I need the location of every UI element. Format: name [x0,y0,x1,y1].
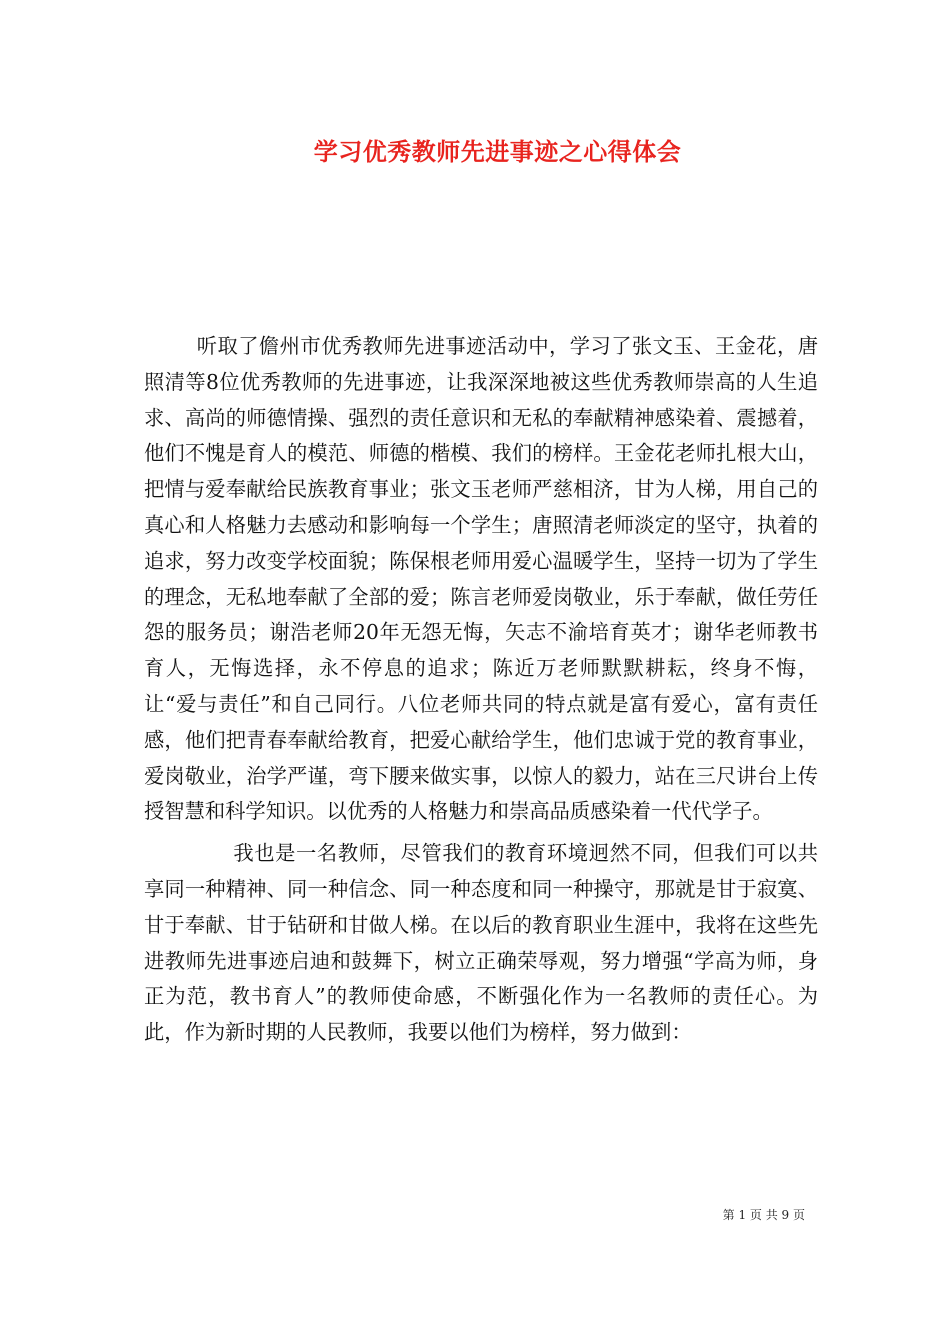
page-title: 学习优秀教师先进事迹之心得体会 [313,137,682,166]
page-number: 第 1 页 共 9 页 [722,1208,805,1222]
document-body [144,329,818,1051]
paragraph: 听取了儋州市优秀教师先进事迹活动中，学习了张文玉、王金花，唐照清等8位优秀教师的先进事迹，让我深深地被这些优秀教师崇高的人生追求、高尚的师德情操、强烈的责任意识和无私的奉献精神感染着、震撼着，他们不愧是育人的模范、师德的楷模、我们的榜样。王金花老师扎根大山，把情与爱奉献给民族教育事业；张文玉老师严慈相济，甘为人梯，用自己的真心和人格魅力去感动和影响每一个学生；唐照清老师淡定的坚守，执着的追求，努力改变学校面貌；陈保根老师用爱心温暖学生，坚持一切为了学生的理念，无私地奉献了全部的爱；陈言老师爱岗敬业，乐于奉献，做任劳任怨的服务员；谢浩老师20年无怨无悔，矢志不渝培育英才；谢华老师教书育人，无悔选择，永不停息的追求；陈近万老师默默耕耘，终身不悔，让“爱与责任”和自己同行。八位老师共同的特点就是富有爱心，富有责任感，他们把青春奉献给教育，把爱心献给学生，他们忠诚于党的教育事业，爱岗敬业，治学严谨，弯下腰来做实事，以惊人的毅力，站在三尺讲台上传授智慧和科学知识。以优秀的人格魅力和崇高品质感染着一代代学子。 [144,334,818,824]
paragraph: 我也是一名教师，尽管我们的教育环境迥然不同，但我们可以共享同一种精神、同一种信念、同一种态度和同一种操守，那就是甘于寂寞、甘于奉献、甘于钻研和甘做人梯。在以后的教育职业生涯中，我将在这些先进教师先进事迹启迪和鼓舞下，树立正确荣辱观，努力增强“学高为师，身正为范，教书育人”的教师使命感，不断强化作为一名教师的责任心。为此，作为新时期的人民教师，我要以他们为榜样，努力做到： [144,841,818,1045]
